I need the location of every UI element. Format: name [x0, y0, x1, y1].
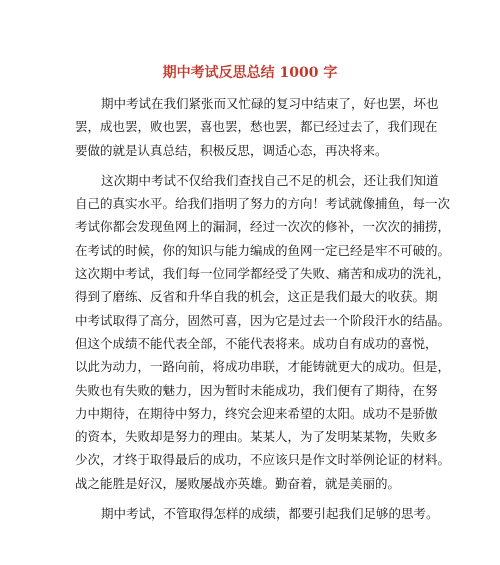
paragraph-1 [75, 92, 439, 162]
paragraph-line: 自己的真实水平。给我们指明了努力的方向！考试就像捕鱼，每一次 [75, 196, 451, 212]
paragraph-line: 但这个成绩不能代表全部，不能代表将来。成功自有成功的喜悦， [75, 335, 438, 351]
paragraph-line: 失败也有失败的魅力，因为暂时未能成功，我们便有了期待，在努 [75, 382, 438, 398]
paragraph-2 [75, 169, 451, 495]
document-body [75, 92, 451, 525]
paragraph-line: 少次，才终于取得最后的成功，不应该只是作文时举例论证的材料。 [75, 452, 451, 468]
paragraph-line: 得到了磨练、反省和升华自我的机会，这正是我们最大的收获。期 [75, 289, 438, 305]
paragraph-line: 中考试取得了高分，固然可喜，因为它是过去一个阶段汗水的结晶。 [75, 312, 451, 328]
paragraph-line: 以此为动力，一路向前，将成功串联，才能铸就更大的成功。但是， [75, 359, 451, 375]
paragraph-line: 的资本，失败却是努力的理由。某某人，为了发明某某物，失败多 [75, 429, 438, 445]
document-title: 期中考试反思总结 1000 字 [162, 65, 338, 81]
paragraph-line: 这次期中考试不仅给我们查找自己不足的机会，还让我们知道 [101, 172, 439, 188]
paragraph-line: 这次期中考试，我们每一位同学都经受了失败、痛苦和成功的洗礼， [75, 266, 451, 282]
paragraph-line: 要做的就是认真总结，积极反思，调适心态，再决将来。 [75, 142, 388, 158]
paragraph-line: 考试你都会发现鱼网上的漏洞，经过一次次的修补，一次次的捕捞， [75, 219, 451, 235]
paragraph-3 [75, 502, 439, 525]
paragraph-line: 期中考试，不管取得怎样的成绩，都要引起我们足够的思考。 [101, 506, 439, 522]
paragraph-line: 在考试的时候，你的知识与能力编成的鱼网一定已经是牢不可破的。 [75, 242, 451, 258]
paragraph-line: 战之能胜是好汉，屡败屡战亦英雄。勤奋着，就是美丽的。 [75, 475, 401, 491]
paragraph-line: 期中考试在我们紧张而又忙碌的复习中结束了，好也罢，坏也 [101, 96, 439, 111]
paragraph-line: 罢，成也罢，败也罢，喜也罢，愁也罢，都已经过去了，我们现在 [75, 119, 438, 135]
paragraph-line: 力中期待，在期待中努力，终究会迎来希望的太阳。成功不是骄傲 [75, 405, 438, 421]
